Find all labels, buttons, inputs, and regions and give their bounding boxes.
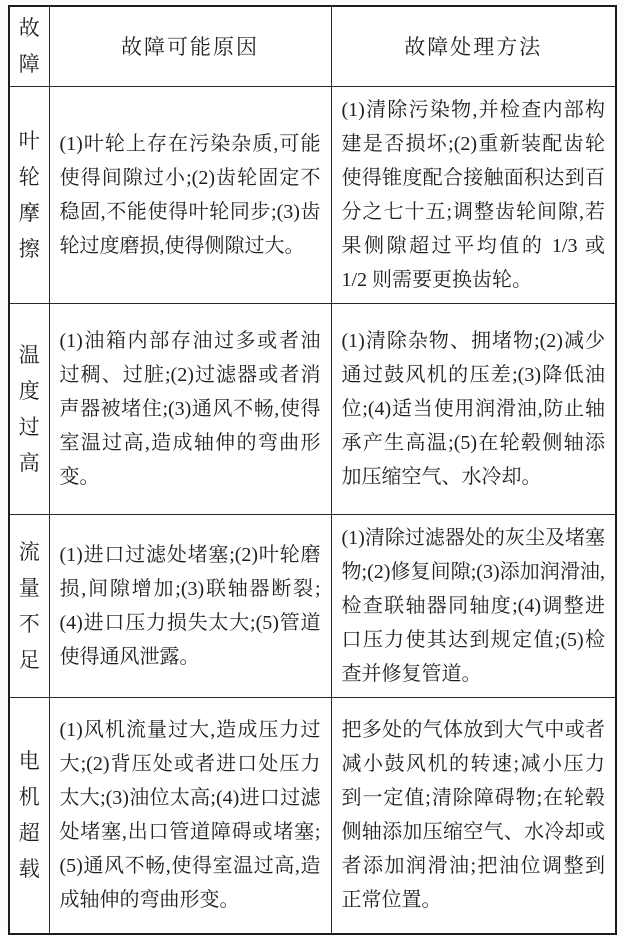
header-fault-cell xyxy=(9,6,49,86)
header-cause-cell xyxy=(49,6,331,86)
table-header-row xyxy=(9,6,616,86)
header-fault-label: 故障 xyxy=(18,16,40,77)
fault-name-cell xyxy=(9,303,49,514)
fix-text: (1)清除污染物,并检查内部构建是否损坏;(2)重新装配齿轮使得锥度配合接触面积达到百分之七十五;调整齿轮间隙,若果侧隙超过平均值的 1/3 或 1/2 则需要更换齿轮。 xyxy=(341,98,605,291)
fix-text: (1)清除过滤器处的灰尘及堵塞物;(2)修复间隙;(3)添加润滑油,检查联轴器同轴度;(4)调整进口压力使其达到规定值;(5)检查并修复管道。 xyxy=(341,526,605,685)
header-cause-label: 故障可能原因 xyxy=(121,35,259,60)
cause-cell xyxy=(49,514,331,697)
header-fix-cell xyxy=(331,6,616,86)
cause-text: (1)叶轮上存在污染杂质,可能使得间隙过小;(2)齿轮固定不稳固,不能使得叶轮同步;(3)齿轮过度磨损,使得侧隙过大。 xyxy=(59,132,321,257)
table-row xyxy=(9,514,616,697)
fault-name-cell xyxy=(9,514,49,697)
cause-text: (1)进口过滤处堵塞;(2)叶轮磨损,间隙增加;(3)联轴器断裂;(4)进口压力损失太大;(5)管道使得通风泄露。 xyxy=(59,543,321,668)
fix-text: (1)清除杂物、拥堵物;(2)减少通过鼓风机的压差;(3)降低油位;(4)适当使用润滑油,防止轴承产生高温;(5)在轮毂侧轴添加压缩空气、水冷却。 xyxy=(341,329,605,488)
fault-name-cell xyxy=(9,697,49,934)
fix-cell xyxy=(331,86,616,303)
fix-cell xyxy=(331,303,616,514)
fault-name-label: 温度过高 xyxy=(18,342,40,475)
cause-text: (1)油箱内部存油过多或者油过稠、过脏;(2)过滤器或者消声器被堵住;(3)通风不畅,使得室温过高,造成轴伸的弯曲形变。 xyxy=(59,329,321,488)
fault-name-label: 流量不足 xyxy=(18,539,40,672)
fault-name-label: 叶轮摩擦 xyxy=(18,128,40,261)
fix-cell xyxy=(331,514,616,697)
fault-name-label: 电机超载 xyxy=(18,749,40,882)
header-fix-label: 故障处理方法 xyxy=(404,35,543,60)
table-row xyxy=(9,86,616,303)
fix-text: 把多处的气体放到大气中或者减小鼓风机的转速;减小压力到一定值;清除障碍物;在轮毂侧轴添加压缩空气、水冷却或者添加润滑油;把油位调整到正常位置。 xyxy=(341,719,605,912)
cause-cell xyxy=(49,86,331,303)
table-row xyxy=(9,303,616,514)
fix-cell xyxy=(331,697,616,934)
cause-text: (1)风机流量过大,造成压力过大;(2)背压处或者进口处压力太大;(3)油位太高;(4)进口过滤处堵塞,出口管道障碍或堵塞;(5)通风不畅,使得室温过高,造成轴伸的弯曲形变。 xyxy=(59,719,321,912)
fault-name-cell xyxy=(9,86,49,303)
table-row xyxy=(9,697,616,934)
cause-cell xyxy=(49,697,331,934)
fault-diagnosis-table xyxy=(8,5,617,935)
cause-cell xyxy=(49,303,331,514)
